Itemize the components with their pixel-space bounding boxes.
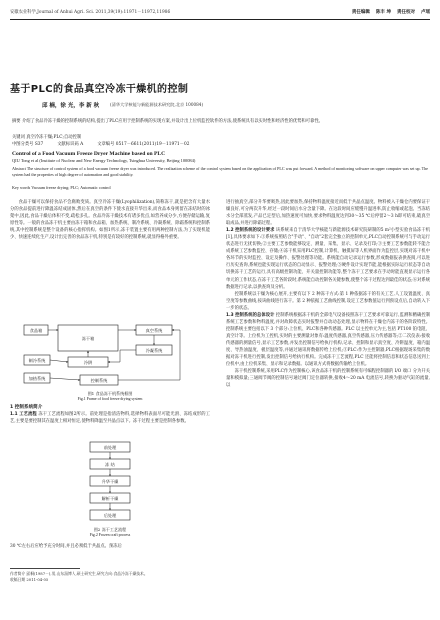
paper-authors: 邱 楠，徐 光，李 新 秋 bbox=[42, 103, 100, 109]
figure-2 bbox=[70, 440, 150, 524]
left-column-intro bbox=[10, 199, 210, 241]
section-1-3-heading: 1.3 控制系统的总体设计 bbox=[226, 312, 275, 318]
section-1-1-heading: 1.1 工艺流程 bbox=[10, 412, 37, 418]
section-1-1-continued: 30 ℃左右后应给予充分时间,并且必须低于共晶点。预冻后 bbox=[10, 544, 122, 549]
figure-2-caption-en: Fig.2 Frozen craft process bbox=[89, 533, 131, 537]
fig2-step-pretreatment: 前处理 bbox=[103, 445, 117, 450]
right-column bbox=[226, 199, 430, 389]
footnote-rule bbox=[10, 568, 80, 569]
classification-line bbox=[12, 141, 189, 147]
fig1-label-condenser: 冷凝系统 bbox=[145, 348, 163, 353]
abstract-zh: 摘要 介绍了食品冷冻干燥的控制系统的结构,提出了PLC应用于控制系统的实现方案,并设计出上位机监控软件的方法,使系统具有以实时性和经济性的优势和可靠性。 bbox=[12, 119, 323, 124]
header-rule bbox=[10, 19, 430, 20]
left-column-continuation bbox=[10, 543, 210, 550]
figure-1 bbox=[20, 317, 200, 389]
fig2-step-desorption: 解析干燥 bbox=[101, 496, 119, 501]
running-header bbox=[10, 6, 430, 18]
fig1-label-refrigeration: 制冷系统 bbox=[28, 358, 46, 363]
received-date: 收稿日期 2011-04-05 bbox=[10, 577, 49, 582]
doc-code: 文献标识码 A bbox=[57, 142, 84, 147]
section-1-2-paragraph-2: 控制系统以干燥为核心展开,主要有以下 2 种冻干方式:第 1 种依据冻干的有关工艺,人工设置温度、真空度等参数曲线,按该曲线进行冻干。第 2 种依据工艺曲线控制,设定工艺参数值运行到预设点后,自动转入下一步的状态。 bbox=[226, 291, 430, 311]
section-1-1-paragraph: 1.1 工艺流程 冻干工艺流程如图2所示。前处理是指清洁物料,选择物料表面尽可能光滑、冻结成形的工艺,主要是要控制其在温度上相对恒定,使物料降温至共晶点以下。冻干过程主要是控制各参数。 bbox=[10, 412, 210, 425]
fig2-step-posttreatment: 后处理 bbox=[103, 513, 117, 518]
author-bio: 作者简介 邱桐(1987－),男,山东淄博人,硕士研究生,研究方向:食品冷冻干燥技术。 bbox=[10, 571, 148, 576]
fig1-label-cold-trap: 冷阱 bbox=[83, 360, 93, 365]
editor-info: 责任编辑 陈丰 坤 责任校对 卢瑶 bbox=[351, 10, 430, 15]
figure-2-flowchart bbox=[70, 440, 150, 524]
article-number: 文章编号 0517－6611(2011)19－11971－02 bbox=[97, 142, 190, 147]
section-1-2-heading: 1.2 控制系统的设计要求 bbox=[226, 228, 275, 234]
footnote bbox=[10, 571, 210, 583]
journal-citation: 安徽农业科学,Journal of Anhui Agri. Sci. 2011,39(19):11971－11972,11986 bbox=[10, 10, 171, 15]
left-column-section1 bbox=[10, 404, 210, 425]
figure-1-caption-en: Fig.1 Frame of food freeze drying system bbox=[77, 397, 143, 401]
right-col-paragraph-1: 进行抽真空,部分升华要吸热,因此要加热,保持物料温度接近而低于共晶点温度。物料被入干燥仓内要保证干燥良好,可分两次升华,经过一段时间后水分含量下降。在这段时间应缓慢升温进率,防止收缩或起泡。当冻结水分全部蒸发,产品已定型后,加热速度可加快,要求物料温度达到30～35 ℃后停留2～3 h即可结束,破真空取成品,并进行除霜过程。 bbox=[226, 200, 430, 227]
figure-1-diagram bbox=[20, 317, 200, 389]
intro-paragraph: 食品干燥可以保持食品不会腐败变质。真空冷冻干燥(Lyophilization),简称冻干,就是把含有大量水分的食品提前进行降温冻结成固体,然后在真空的条件下使水直接升华出来,而食品本身则留在冻结时的冰架中,因此,食品干燥后体积不变,疏松多孔。食品冷冻干燥技术有诸多优点,如营养成分少,方便存储运输,复原性等。一般的食品冻干机主要由冻干箱和食品箱、加热系统、制冷系统、冷凝系统、除霜系统和控制系统,其中控制系统是整个设备的核心指挥机构。如图1所示,冻干装置主要有用两种控制方法,为了实现机能少、快速连续化生产,设计出完善的食品冻干机,特别是有较好的控制系统,就显得格外重要。 bbox=[10, 200, 210, 241]
figure-1-caption-zh: 图1 食品冻干机系统框图 bbox=[87, 391, 133, 396]
fig1-label-vacuum-box: 冻干箱 bbox=[81, 336, 95, 341]
class-number: 中图分类号 S37 bbox=[12, 142, 44, 147]
fig1-label-heating: 加热系统 bbox=[28, 376, 46, 381]
section-1-3-paragraph-2: 冻干机控制系统,采用PLC作为控制核心,该食品冻干机的控制系统有可编程控制器的 I/O 端口 分为开关量和模拟量;三通阀节阀的控制信号通过阀门定位器转换,接收4～20 mA 电流信号,转换为驱动气缸的流量,以 bbox=[226, 369, 430, 389]
paper-authors-en: QIU Tong et al (Institute of Nuclear and New Energy Technology, Tsinghua University, Beijing 100084) bbox=[12, 158, 196, 163]
abstract-en: Abstract The structure of control system of a food vacuum freeze dryer was introduced. The realization scheme of the control system based on the application of PLC was put forward. A method of monitoring software on upper computer was set up. The system had the properties of high degree of automation and good stability. bbox=[12, 166, 428, 178]
fig1-label-control: 控制系统 bbox=[90, 378, 108, 383]
paper-title-en: Control of a Food Vacuum Freeze Dryer Machine based on PLC bbox=[12, 151, 166, 157]
paper-affiliation: (清华大学核能与新能源技术研究院,北京 100084) bbox=[110, 102, 204, 107]
fig2-step-freezing: 冻 结 bbox=[105, 462, 115, 467]
keywords-zh: 关键词 真空冷冻干燥;PLC;自动控制 bbox=[12, 134, 82, 140]
fig2-step-sublimation: 升华干燥 bbox=[101, 479, 119, 484]
figure-2-caption-zh: 图2 冻干工艺流程 bbox=[93, 527, 127, 532]
paper-title: 基于PLC的食品真空冷冻干燥机的控制 bbox=[10, 84, 189, 95]
fig1-label-food-box: 食品箱 bbox=[29, 328, 43, 333]
section-1-3-paragraph: 1.3 控制系统的总体设计 控制系统根据冻干机的全部电气设备按照冻干工艺要求可靠运行,监测和精确控制系统工艺参数和物料温度,并对故障状态实时报警并自动动态处理,显示物料在干燥仓内冻干的各阶段特性。控制系统主要包括以下 3 个部分:上位机、PLC和各种传感器。PLC 以主控单元为主,包括 PT100 铂电阻、真空计等。上位机为工控机,实时的主要测量对象有:温度传感器,真空传感器,压力传感器等;②二次仪表:接收传感器的测量信号,显示工艺参数,并发出控制信号给执行机构,记录、控制和显示真空度、冷阱温度、箱内温度、导热油温度、板层温度等,并通过通讯将数据传给上位机;③PLC:作为主控制器,PLC根据现场采集的数据对冻干机进行控制,发出控制信号给执行机构。完成冻干工艺流程,PLC 还能将控制信息和状态信息送到上位机中,由上位机采集、显示和记录数据。以通讯方式将数据传输给上位机。 bbox=[226, 312, 430, 368]
section-1-heading: 1 控制系统简介 bbox=[10, 405, 43, 410]
section-1-2-paragraph: 1.2 控制系统的设计要求 该系统来自于清华大学核能与新能源技术研究院研制的5 m²小型实验食品冻干机[1],具体要求如下:①系统按照结合"手动"、"自动"2套完全独立的控制单元,PLC自动控制系统可与手动运行状态进行无扰切换;②主要工艺参数能够设定、测量、采集、显示、记录及打印;③主要工艺参数能转不能合成系统工艺参数监控、存储;④冻干机采用PLC控制,计算机、触摸屏等人机界面作为监控层,实现对冻干机中各环节的实时监控、设定及操作、报警处理等功能。系统能自动记录运行参数,形成数据报表供查阅,可以进行历史查询,系统也能实现运行状态的自动显示、报警处理;⑤硬件设计实现节能,能根据实际运行状态等自动切换冻干工艺的运行,具有高级控制功能、开关量控制功能等,整个冻干工艺要求在手动时能直观显示运行各单元的工作状态,在冻干工艺各阶段时,系统能自动控制各关键参数,使整个冻干过程达到最佳的状态;⑥对系统数据进行记录,以供查询及分析。 bbox=[226, 228, 430, 290]
keywords-en: Key words Vacuum freeze drying; PLC; Automatic control bbox=[12, 185, 111, 190]
fig1-label-vacuum-system: 真空系统 bbox=[145, 328, 163, 333]
